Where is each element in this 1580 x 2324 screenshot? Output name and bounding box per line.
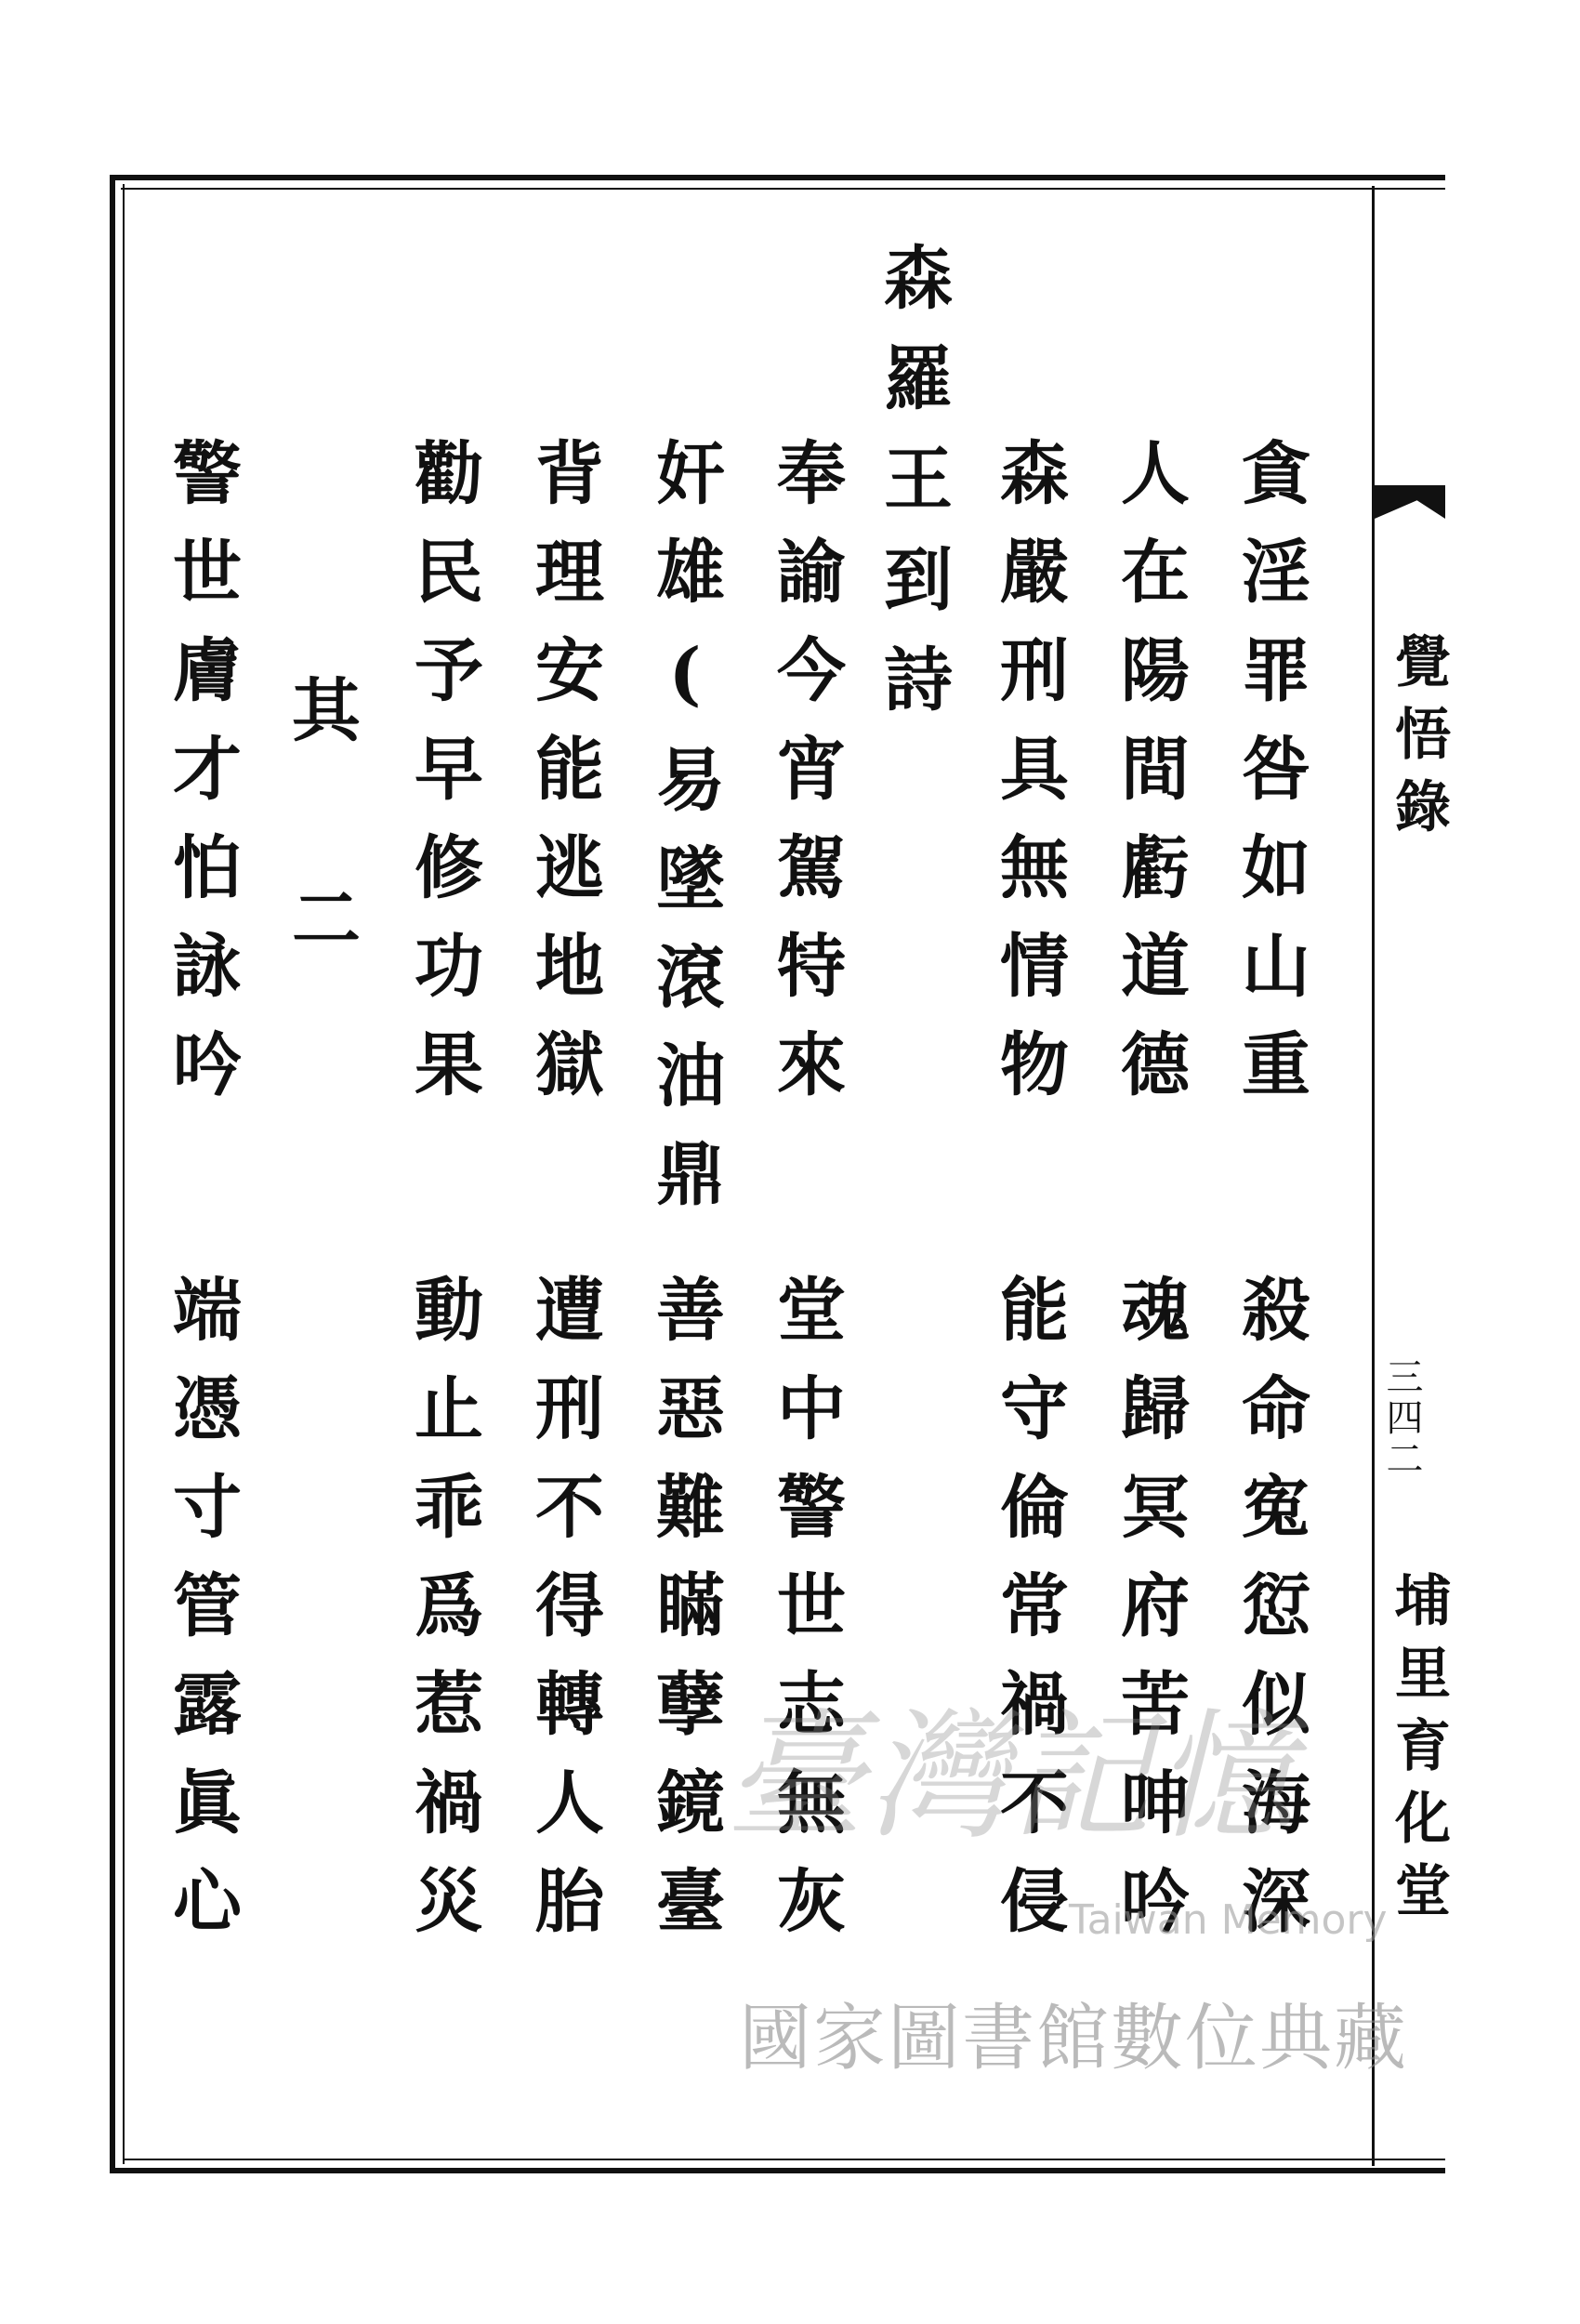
- poem3-line1-b: 端憑寸管露眞心: [162, 1274, 242, 1963]
- poem2-line4-a: 勸民予早修功果: [403, 437, 483, 1127]
- poem1-line1-a: 貪淫罪咎如山重: [1231, 437, 1310, 1127]
- watermark-library: 國家圖書館數位典藏: [739, 1997, 1409, 2080]
- poem2-line4-b: 動止乖爲惹禍災: [403, 1274, 483, 1963]
- poem1-line2-a: 人在陽間虧道德: [1110, 437, 1190, 1127]
- poem2-title: 森羅王到詩: [873, 242, 953, 744]
- poem2-line3-a: 背理安能逃地獄: [524, 437, 604, 1127]
- watermark-taiwan-memory-en: Taiwan Memory: [1069, 1896, 1388, 1944]
- poem1-line3-a: 森嚴刑具無情物: [989, 437, 1069, 1127]
- poem1-line1-b: 殺命寃愆似海深: [1231, 1274, 1310, 1963]
- page-border-inner: [123, 2159, 1445, 2160]
- poem2-line1-a: 奉諭今宵駕特來: [766, 437, 846, 1127]
- poem1-line3-b: 能守倫常禍不侵: [989, 1274, 1069, 1963]
- margin-rule: [1372, 186, 1375, 2166]
- poem1-line2-b: 魂歸冥府苦呻吟: [1110, 1274, 1190, 1963]
- poem2-line3-b: 遭刑不得轉人胎: [524, 1274, 604, 1963]
- poem2-line2-b: 善惡難瞞孽鏡臺: [645, 1274, 725, 1963]
- poem3-subtitle: 其二: [281, 674, 361, 1090]
- margin-publisher: 埔里育化堂: [1386, 1571, 1451, 1934]
- margin-book-title: 覺悟錄: [1386, 632, 1451, 850]
- poem2-line1-b: 堂中警世志無灰: [766, 1274, 846, 1963]
- poem3-line1-a: 警世膚才怕詠吟: [162, 437, 242, 1127]
- poem2-line2-a: 奸雄(易墜滾油鼎: [645, 437, 725, 1236]
- margin-page-number: 三四二: [1380, 1357, 1423, 1480]
- watermark-taiwan-memory-cn: 臺灣記憶: [725, 1697, 1298, 1858]
